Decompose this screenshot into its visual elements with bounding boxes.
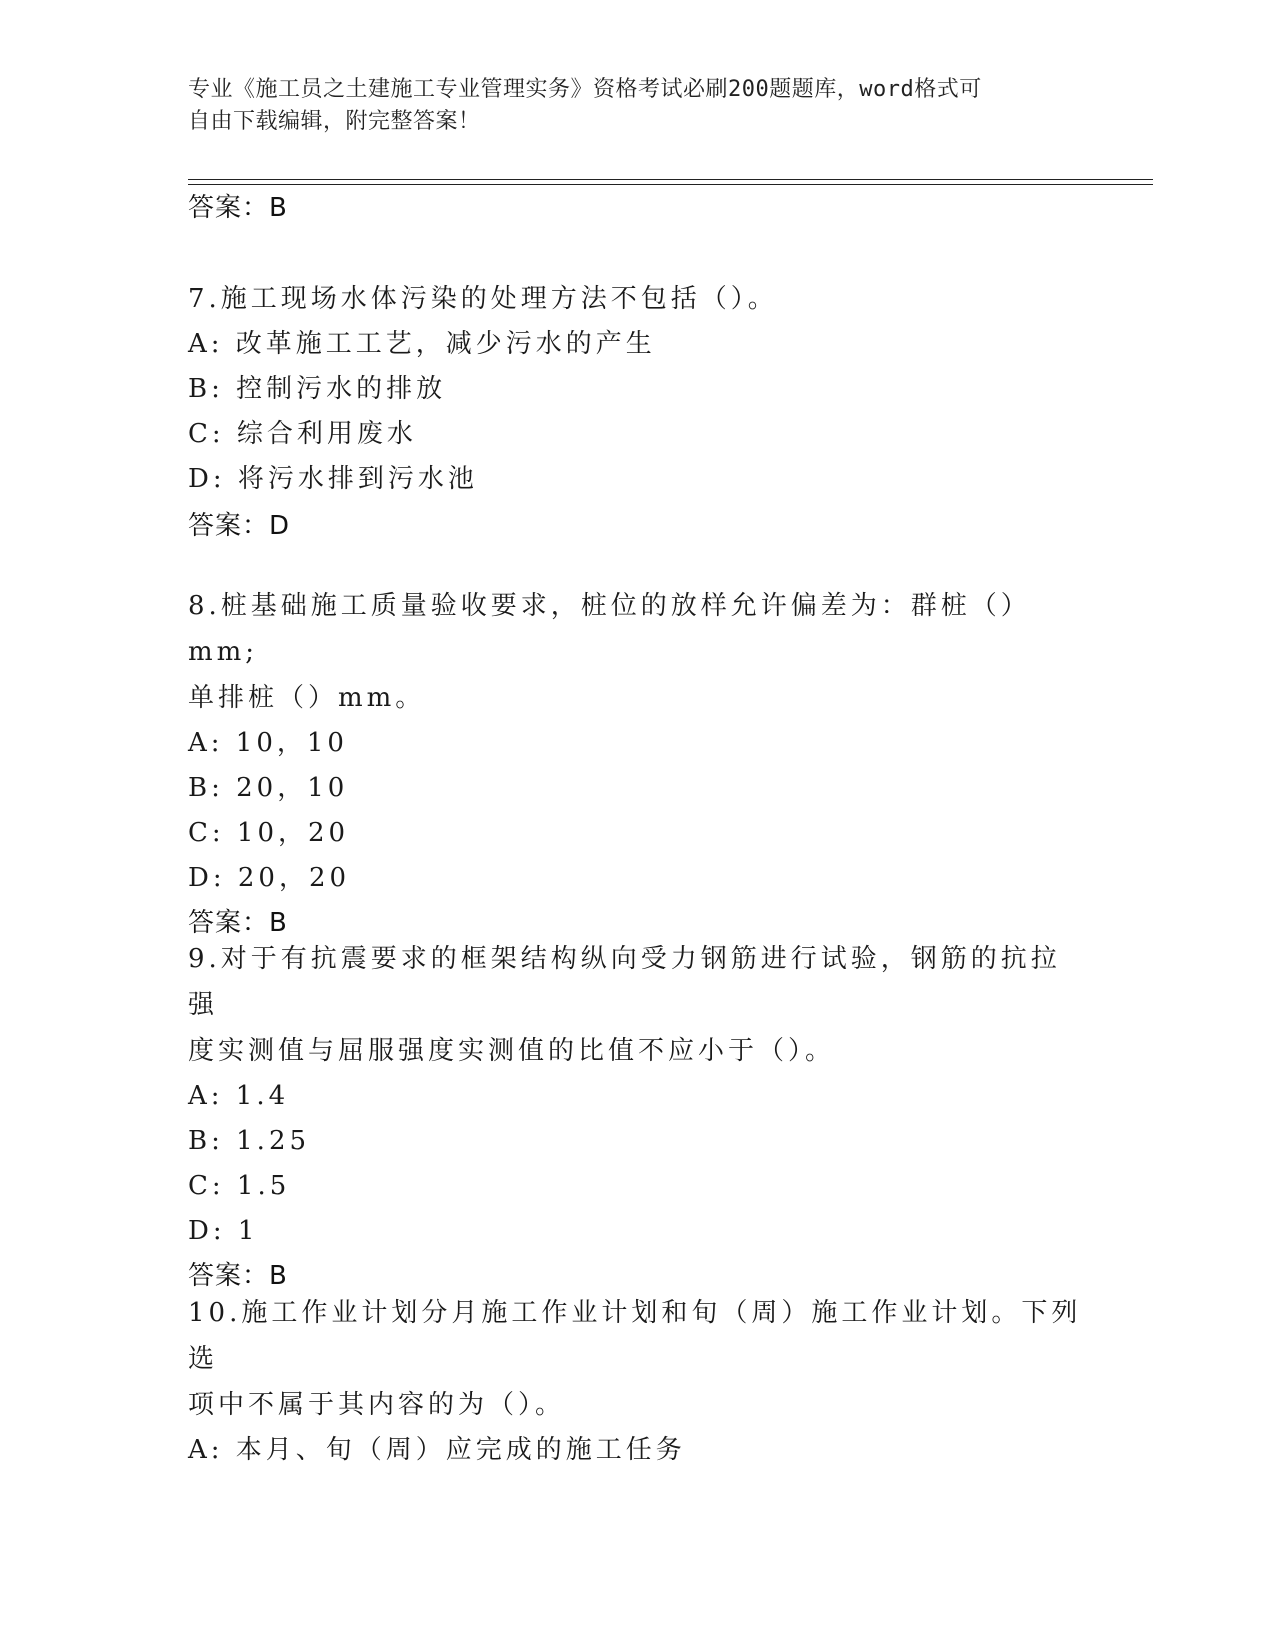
option-a: A: 本月、旬（周）应完成的施工任务 xyxy=(188,1435,686,1465)
header-divider-bottom xyxy=(188,184,1153,185)
question-text-line-2: 度实测值与屈服强度实测值的比值不应小于（）。 xyxy=(188,1036,836,1066)
header-line-1: 专业《施工员之土建施工专业管理实务》资格考试必刷200题题库，word格式可 xyxy=(188,77,982,102)
answer: 答案：B xyxy=(188,1261,288,1291)
question-text: 7.施工现场水体污染的处理方法不包括（）。 xyxy=(188,284,778,314)
question-text-line-1: 9.对于有抗震要求的框架结构纵向受力钢筋进行试验，钢筋的抗拉强 xyxy=(188,944,1061,1020)
previous-answer: 答案：B xyxy=(188,193,288,223)
option-a: A: 10，10 xyxy=(188,728,348,758)
page-header xyxy=(188,74,1068,138)
question-text-line-1: 10.施工作业计划分月施工作业计划和旬（周）施工作业计划。下列选 xyxy=(188,1298,1082,1374)
option-c: C: 10，20 xyxy=(188,818,350,848)
option-a: A: 改革施工工艺，减少污水的产生 xyxy=(188,329,656,359)
question-10 xyxy=(188,1290,1088,1473)
header-line-2: 自由下载编辑，附完整答案！ xyxy=(188,109,481,134)
option-d: D: 20，20 xyxy=(188,863,351,893)
option-a: A: 1.4 xyxy=(188,1081,290,1111)
option-c: C: 综合利用废水 xyxy=(188,419,417,449)
option-b: B: 1.25 xyxy=(188,1126,311,1156)
option-c: C: 1.5 xyxy=(188,1171,291,1201)
option-b: B: 控制污水的排放 xyxy=(188,374,447,404)
answer: 答案：D xyxy=(188,511,291,541)
question-text-line-2: 项中不属于其内容的为（）。 xyxy=(188,1390,566,1420)
question-7 xyxy=(188,276,1088,546)
option-d: D: 将污水排到污水池 xyxy=(188,464,478,494)
question-8 xyxy=(188,583,1088,943)
option-b: B: 20，10 xyxy=(188,773,349,803)
question-9 xyxy=(188,936,1088,1296)
question-text-line-2: 单排桩（）mm。 xyxy=(188,683,426,713)
header-divider-top xyxy=(188,179,1153,180)
answer: 答案：B xyxy=(188,908,288,938)
option-d: D: 1 xyxy=(188,1216,259,1246)
question-text-line-1: 8.桩基础施工质量验收要求，桩位的放样允许偏差为：群桩（）mm; xyxy=(188,591,1031,667)
